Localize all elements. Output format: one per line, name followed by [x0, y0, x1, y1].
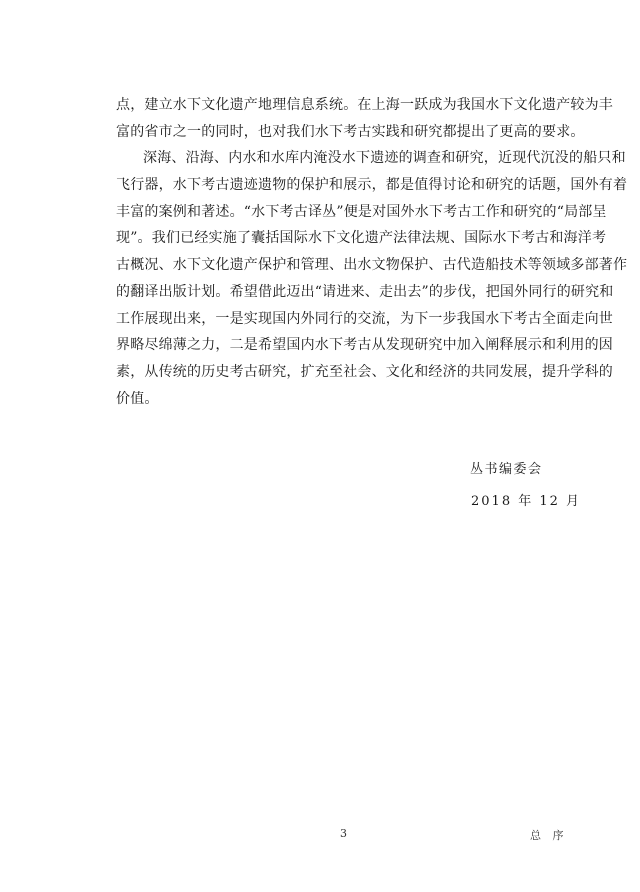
page-number: 3 — [340, 827, 347, 840]
text-line: 丰富的案例和著述。“水下考古译丛”便是对国外水下考古工作和研究的“局部呈 — [116, 203, 607, 220]
text-line: 界略尽绵薄之力，二是希望国内水下考古从发现研究中加入阐释展示和利用的因 — [116, 337, 613, 354]
text-line: 工作展现出来，一是实现国内外同行的交流，为下一步我国水下考古全面走向世 — [116, 310, 613, 327]
text-line: 价值。 — [116, 390, 159, 407]
text-line: 古概况、水下文化遗产保护和管理、出水文物保护、古代造船技术等领域多部著作 — [116, 257, 628, 274]
paragraph — [116, 145, 628, 412]
text-line: 深海、沿海、内水和水库内淹没水下遗迹的调查和研究，近现代沉没的船只和 — [143, 150, 626, 167]
paragraph-continued — [116, 92, 613, 145]
text-line: 飞行器，水下考古遗迹遗物的保护和展示，都是值得讨论和研究的话题，国外有着 — [116, 177, 628, 194]
signature-organization: 丛书编委会 — [470, 462, 543, 477]
body-text — [116, 92, 628, 412]
text-line: 素，从传统的历史考古研究，扩充至社会、文化和经济的共同发展，提升学科的 — [116, 363, 613, 380]
text-line: 富的省市之一的同时，也对我们水下考古实践和研究都提出了更高的要求。 — [116, 123, 585, 140]
text-line: 的翻译出版计划。希望借此迈出“请进来、走出去”的步伐，把国外同行的研究和 — [116, 283, 614, 300]
running-head: 总 序 — [530, 829, 568, 842]
text-line: 点，建立水下文化遗产地理信息系统。在上海一跃成为我国水下文化遗产较为丰 — [116, 97, 613, 113]
signature-date: 2018 年 12 月 — [471, 494, 582, 509]
text-line: 现”。我们已经实施了囊括国际水下文化遗产法律法规、国际水下考古和海洋考 — [116, 230, 607, 247]
